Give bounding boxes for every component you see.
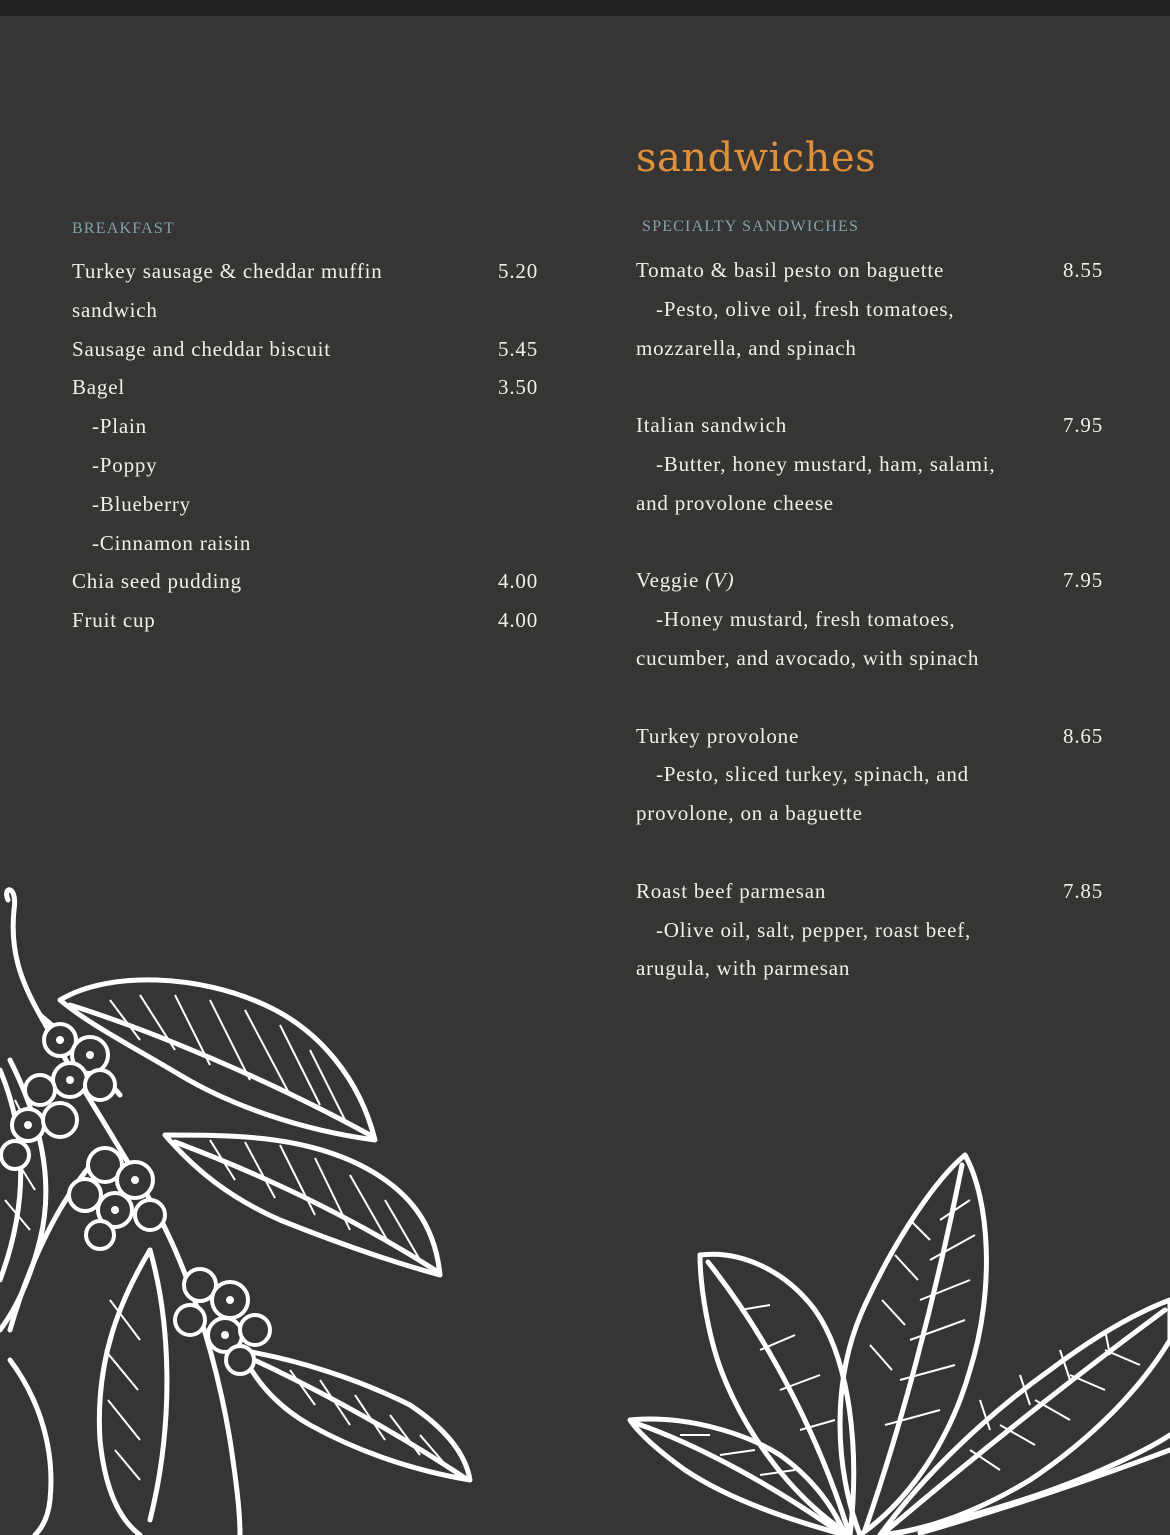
item-description: -Olive oil, salt, pepper, roast beef, arugula, with parmesan <box>636 917 972 981</box>
spacer <box>636 833 1106 872</box>
item-name: Sausage and cheddar biscuit <box>72 336 331 361</box>
menu-item <box>72 601 542 640</box>
item-price: 7.85 <box>1063 878 1103 903</box>
item-price: 8.55 <box>1063 258 1103 282</box>
item-name: Roast beef parmesan <box>636 878 827 903</box>
breakfast-list <box>72 252 542 640</box>
item-description: -Pesto, olive oil, fresh tomatoes, mozzarella, and spinach <box>636 296 955 360</box>
item-name: Chia seed pudding <box>72 569 242 594</box>
item-description: -Butter, honey mustard, ham, salami, and provolone cheese <box>636 451 996 515</box>
item-price: 4.00 <box>498 608 538 633</box>
specialty-heading: SPECIALTY SANDWICHES <box>642 218 860 235</box>
coffee-branch-icon <box>0 880 480 1535</box>
menu-item <box>636 717 1106 756</box>
bagel-variant: -Poppy <box>92 452 158 477</box>
top-bar <box>0 0 1170 16</box>
item-description: -Honey mustard, fresh tomatoes, cucumber, and avocado, with spinach <box>636 607 980 670</box>
specialty-list <box>636 251 1106 988</box>
item-name: Bagel <box>72 375 125 400</box>
page-title: sandwiches <box>636 135 877 181</box>
menu-item <box>72 252 542 330</box>
item-price: 7.95 <box>1063 568 1103 593</box>
menu-item <box>72 330 542 369</box>
vegetarian-mark: (V) <box>705 568 735 593</box>
spacer <box>636 523 1106 562</box>
breakfast-heading: BREAKFAST <box>72 220 175 237</box>
bagel-variant: -Cinnamon raisin <box>92 530 252 555</box>
menu-item <box>72 562 542 601</box>
item-price: 5.20 <box>498 259 538 283</box>
item-name: Italian sandwich <box>636 413 788 438</box>
menu-item <box>636 561 1106 600</box>
item-name-wrap <box>636 561 734 600</box>
menu-item <box>636 251 1106 290</box>
bagel-variant: -Blueberry <box>92 491 191 516</box>
menu-item <box>636 872 1106 911</box>
bagel-variant: -Plain <box>92 414 147 439</box>
item-price: 8.65 <box>1063 723 1103 748</box>
spacer <box>636 367 1106 406</box>
menu-item <box>636 406 1106 445</box>
item-name: Fruit cup <box>72 608 156 633</box>
item-name: Turkey sausage & cheddar muffin sandwich <box>72 259 383 322</box>
item-description: -Pesto, sliced turkey, spinach, and provolone, on a baguette <box>636 762 969 826</box>
spacer <box>636 678 1106 717</box>
item-price: 5.45 <box>498 336 538 361</box>
item-price: 4.00 <box>498 569 538 594</box>
item-name: Veggie <box>636 568 700 593</box>
menu-item <box>72 368 542 407</box>
item-name: Turkey provolone <box>636 723 800 748</box>
item-name: Tomato & basil pesto on baguette <box>636 258 945 282</box>
leaf-cluster-icon <box>620 1140 1170 1535</box>
item-price: 3.50 <box>498 375 538 400</box>
item-price: 7.95 <box>1063 413 1103 438</box>
